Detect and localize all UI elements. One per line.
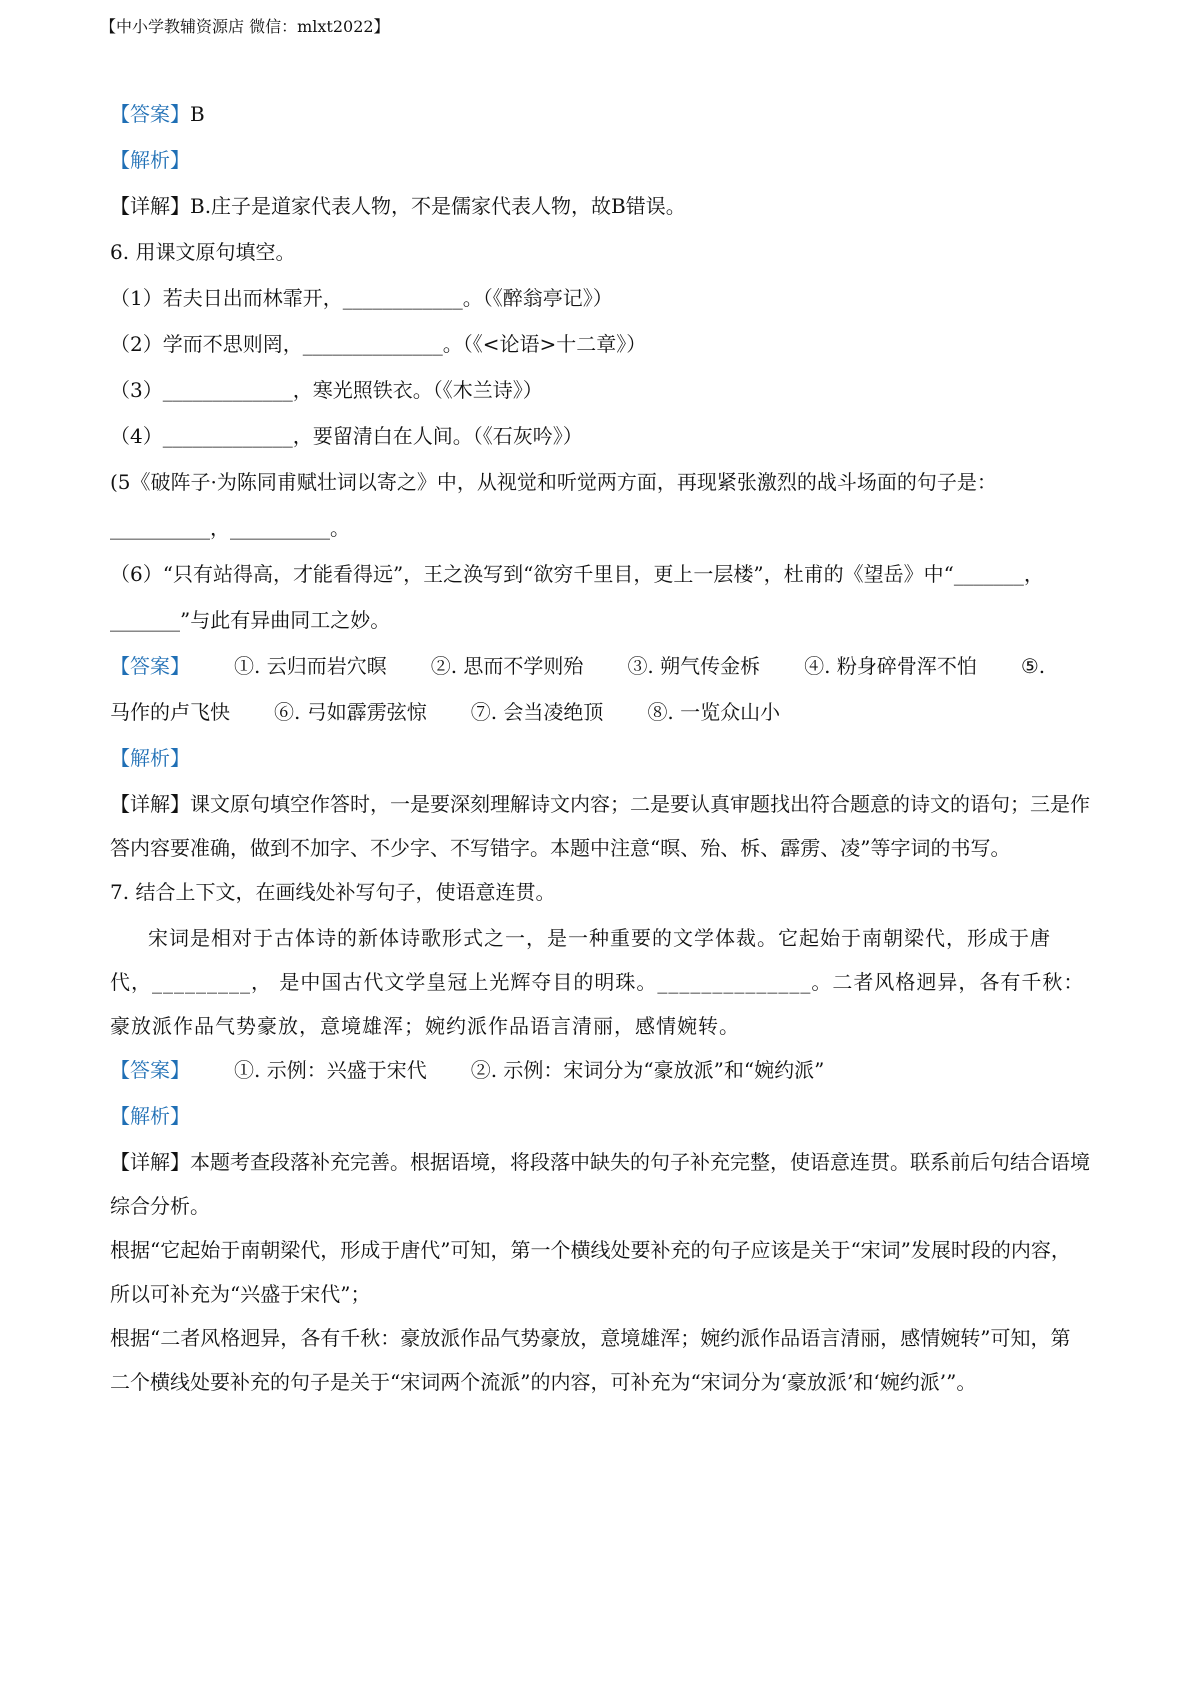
answer-value: B <box>190 102 205 126</box>
q5-detail: 【详解】B.庄子是道家代表人物，不是儒家代表人物，故B错误。 <box>110 194 686 218</box>
answer-item: ⑥. 弓如霹雳弦惊 <box>274 700 427 724</box>
answer-label: 【答案】 <box>110 1058 190 1082</box>
answer-item: ②. 思而不学则殆 <box>430 654 584 678</box>
q6-item-2: （2）学而不思则罔，______________。（《<论语>十二章》） <box>110 332 647 356</box>
page-header: 【中小学教辅资源店 微信：mlxt2022】 <box>100 17 390 36</box>
q6-item-3: （3）_____________，寒光照铁衣。（《木兰诗》） <box>110 378 543 402</box>
answer-label: 【答案】 <box>110 102 190 126</box>
q7-answers <box>110 1054 1090 1086</box>
answer-label: 【答案】 <box>110 654 190 678</box>
answer-item: ②. 示例：宋词分为“豪放派”和“婉约派” <box>470 1058 825 1082</box>
q6-analysis-label: 【解析】 <box>110 746 190 770</box>
q6-item-5-blanks: __________，__________。 <box>110 516 350 540</box>
answer-item: ⑤. <box>1020 654 1046 678</box>
answer-item: ③. 朔气传金柝 <box>627 654 761 678</box>
q5-answer <box>110 98 1090 130</box>
document-content <box>110 98 1090 1410</box>
answer-item: ①. 示例：兴盛于宋代 <box>234 1058 427 1082</box>
q6-item-4: （4）_____________，要留清白在人间。（《石灰吟》） <box>110 424 583 448</box>
q6-detail: 【详解】课文原句填空作答时，一是要深刻理解诗文内容；二是要认真审题找出符合题意的诗文的语句；三是作答内容要准确，做到不加字、不少字、不写错字。本题中注意“暝、殆、柝、霹雳、凌”等字词的书写。 <box>110 792 1090 860</box>
answer-item: 马作的卢飞快 <box>110 700 230 724</box>
q7-detail-2: 根据“它起始于南朝梁代，形成于唐代”可知，第一个横线处要补充的句子应该是关于“宋词”发展时段的内容，所以可补充为“兴盛于宋代”； <box>110 1238 1071 1306</box>
q6-item-5: (5《破阵子·为陈同甫赋壮词以寄之》中，从视觉和听觉两方面，再现紧张激烈的战斗场面的句子是： <box>110 470 997 494</box>
q6-item-6: （6）“只有站得高，才能看得远”，王之涣写到“欲穷千里目，更上一层楼”，杜甫的《望岳》中“_______， <box>110 562 1044 586</box>
answer-item: ①. 云归而岩穴暝 <box>234 654 387 678</box>
q7-detail-1: 【详解】本题考查段落补充完善。根据语境，将段落中缺失的句子补充完整，使语意连贯。联系前后句结合语境综合分析。 <box>110 1150 1090 1218</box>
q7-analysis-label: 【解析】 <box>110 1104 190 1128</box>
answer-item: ⑧. 一览众山小 <box>647 700 781 724</box>
q7-title: 7. 结合上下文，在画线处补写句子，使语意连贯。 <box>110 880 556 904</box>
answer-item: ④. 粉身碎骨浑不怕 <box>804 654 977 678</box>
q6-answers-line-1 <box>110 650 1090 682</box>
q5-analysis-label: 【解析】 <box>110 148 190 172</box>
q7-passage: 宋词是相对于古体诗的新体诗歌形式之一，是一种重要的文学体裁。它起始于南朝梁代，形成于唐代，_________， 是中国古代文学皇冠上光辉夺目的明珠。______________。二者风格迥异，各有千秋：豪放派作品气势豪放，意境雄浑；婉约派作品语言清丽，感情婉转。 <box>110 926 1085 1038</box>
q6-title: 6. 用课文原句填空。 <box>110 240 296 264</box>
answer-item: ⑦. 会当凌绝顶 <box>470 700 604 724</box>
q7-detail-3: 根据“二者风格迥异，各有千秋：豪放派作品气势豪放，意境雄浑；婉约派作品语言清丽，感情婉转”可知，第二个横线处要补充的句子是关于“宋词两个流派”的内容，可补充为“宋词分为‘豪放派’和‘婉约派’”。 <box>110 1326 1071 1394</box>
q6-item-6-cont: _______”与此有异曲同工之妙。 <box>110 608 391 632</box>
q6-answers-line-2 <box>110 696 1090 728</box>
q6-item-1: （1）若夫日出而林霏开，____________。（《醉翁亭记》） <box>110 286 613 310</box>
